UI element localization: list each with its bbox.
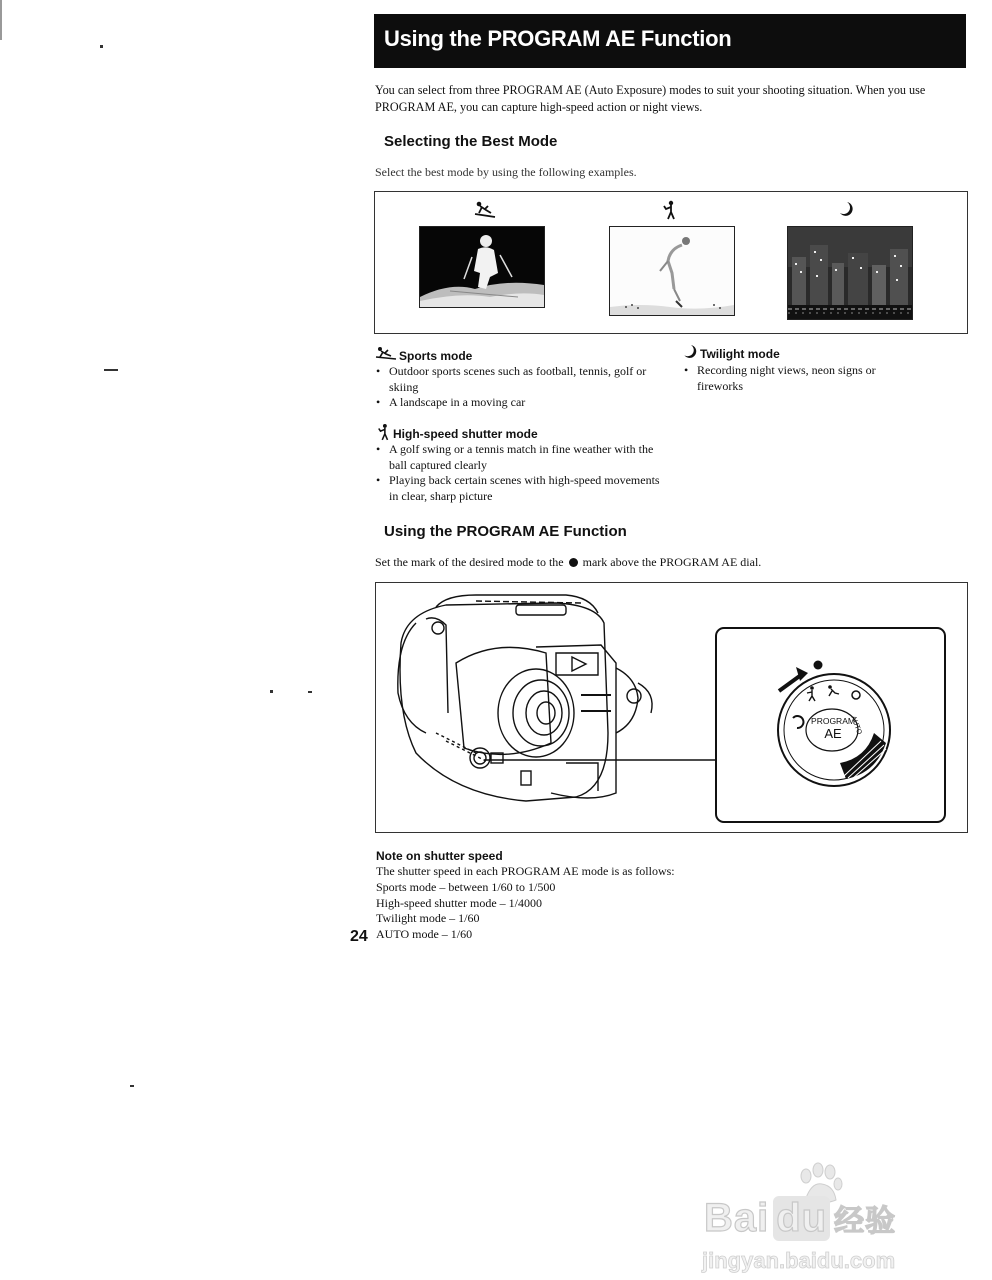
note-line: Twilight mode – 1/60 bbox=[376, 911, 480, 926]
highspeed-example-photo bbox=[609, 226, 735, 316]
dial-label-ae: AE bbox=[824, 726, 842, 741]
scan-edge bbox=[0, 0, 2, 40]
twilight-example-photo bbox=[787, 226, 913, 320]
watermark-brand-cn: 经验 bbox=[834, 1205, 897, 1238]
moon-icon bbox=[839, 201, 853, 217]
baidu-watermark bbox=[700, 1162, 960, 1272]
section-lead-using-program-ae bbox=[375, 554, 761, 570]
golfer-icon bbox=[662, 200, 678, 220]
dial-label-auto: AUTO bbox=[849, 715, 863, 736]
black-dot-mark-icon bbox=[569, 558, 578, 567]
highspeed-mode-title: High-speed shutter mode bbox=[393, 427, 538, 441]
camera-dial-figure bbox=[375, 582, 968, 833]
dial-label-program: PROGRAM bbox=[811, 716, 855, 726]
lead-text-before: Set the mark of the desired mode to the bbox=[375, 555, 564, 569]
list-item: • A landscape in a moving car bbox=[375, 395, 660, 411]
scan-speck bbox=[308, 691, 312, 693]
page-title-bar bbox=[374, 14, 966, 68]
golfer-photo bbox=[610, 227, 734, 315]
watermark-brand-du: du bbox=[773, 1196, 830, 1241]
golfer-icon bbox=[377, 423, 391, 441]
twilight-mode-list bbox=[683, 363, 923, 394]
sports-mode-title: Sports mode bbox=[399, 349, 473, 363]
watermark-brand-bai: Bai bbox=[704, 1196, 770, 1240]
section-heading-using-program-ae: Using the PROGRAM AE Function bbox=[384, 523, 627, 540]
skier-icon bbox=[375, 346, 397, 360]
note-line: AUTO mode – 1/60 bbox=[376, 927, 473, 942]
watermark-url: jingyan.baidu.com bbox=[702, 1248, 896, 1273]
list-item: • Playing back certain scenes with high-speed movements in clear, sharp picture bbox=[375, 473, 660, 504]
highspeed-mode-list bbox=[375, 442, 660, 504]
note-line: The shutter speed in each PROGRAM AE mode is as follows: bbox=[376, 864, 675, 878]
skier-icon bbox=[473, 200, 497, 218]
list-item: • A golf swing or a tennis match in fine weather with the ball captured clearly bbox=[375, 442, 660, 473]
twilight-mode-title: Twilight mode bbox=[700, 347, 780, 361]
page-number: 24 bbox=[350, 928, 368, 945]
page-title: Using the PROGRAM AE Function bbox=[384, 26, 732, 51]
sports-mode-list bbox=[375, 364, 660, 411]
skier-photo bbox=[420, 227, 544, 307]
list-item: • Recording night views, neon signs or fireworks bbox=[683, 363, 923, 394]
scan-speck bbox=[270, 690, 273, 693]
moon-icon bbox=[683, 344, 697, 359]
mode-examples-figure bbox=[374, 191, 968, 334]
sports-example-photo bbox=[419, 226, 545, 308]
scan-speck bbox=[104, 369, 118, 371]
scan-speck bbox=[130, 1085, 134, 1087]
section-lead-best-mode: Select the best mode by using the following examples. bbox=[375, 165, 637, 179]
camcorder-illustration bbox=[376, 583, 967, 832]
night-city-photo bbox=[788, 227, 912, 319]
section-heading-best-mode: Selecting the Best Mode bbox=[384, 133, 558, 150]
note-heading: Note on shutter speed bbox=[376, 849, 503, 863]
lead-text-after: mark above the PROGRAM AE dial. bbox=[582, 555, 762, 569]
note-line: Sports mode – between 1/60 to 1/500 bbox=[376, 879, 556, 894]
intro-paragraph: You can select from three PROGRAM AE (Auto Exposure) modes to suit your shooting situation. When you use PROGRAM AE, you can capture high-speed action or night views. bbox=[375, 83, 926, 114]
note-body bbox=[376, 864, 796, 943]
note-line: High-speed shutter mode – 1/4000 bbox=[376, 895, 542, 910]
scan-speck bbox=[100, 45, 103, 48]
watermark-brand bbox=[704, 1196, 896, 1241]
list-item: • Outdoor sports scenes such as football, tennis, golf or skiing bbox=[375, 364, 660, 395]
